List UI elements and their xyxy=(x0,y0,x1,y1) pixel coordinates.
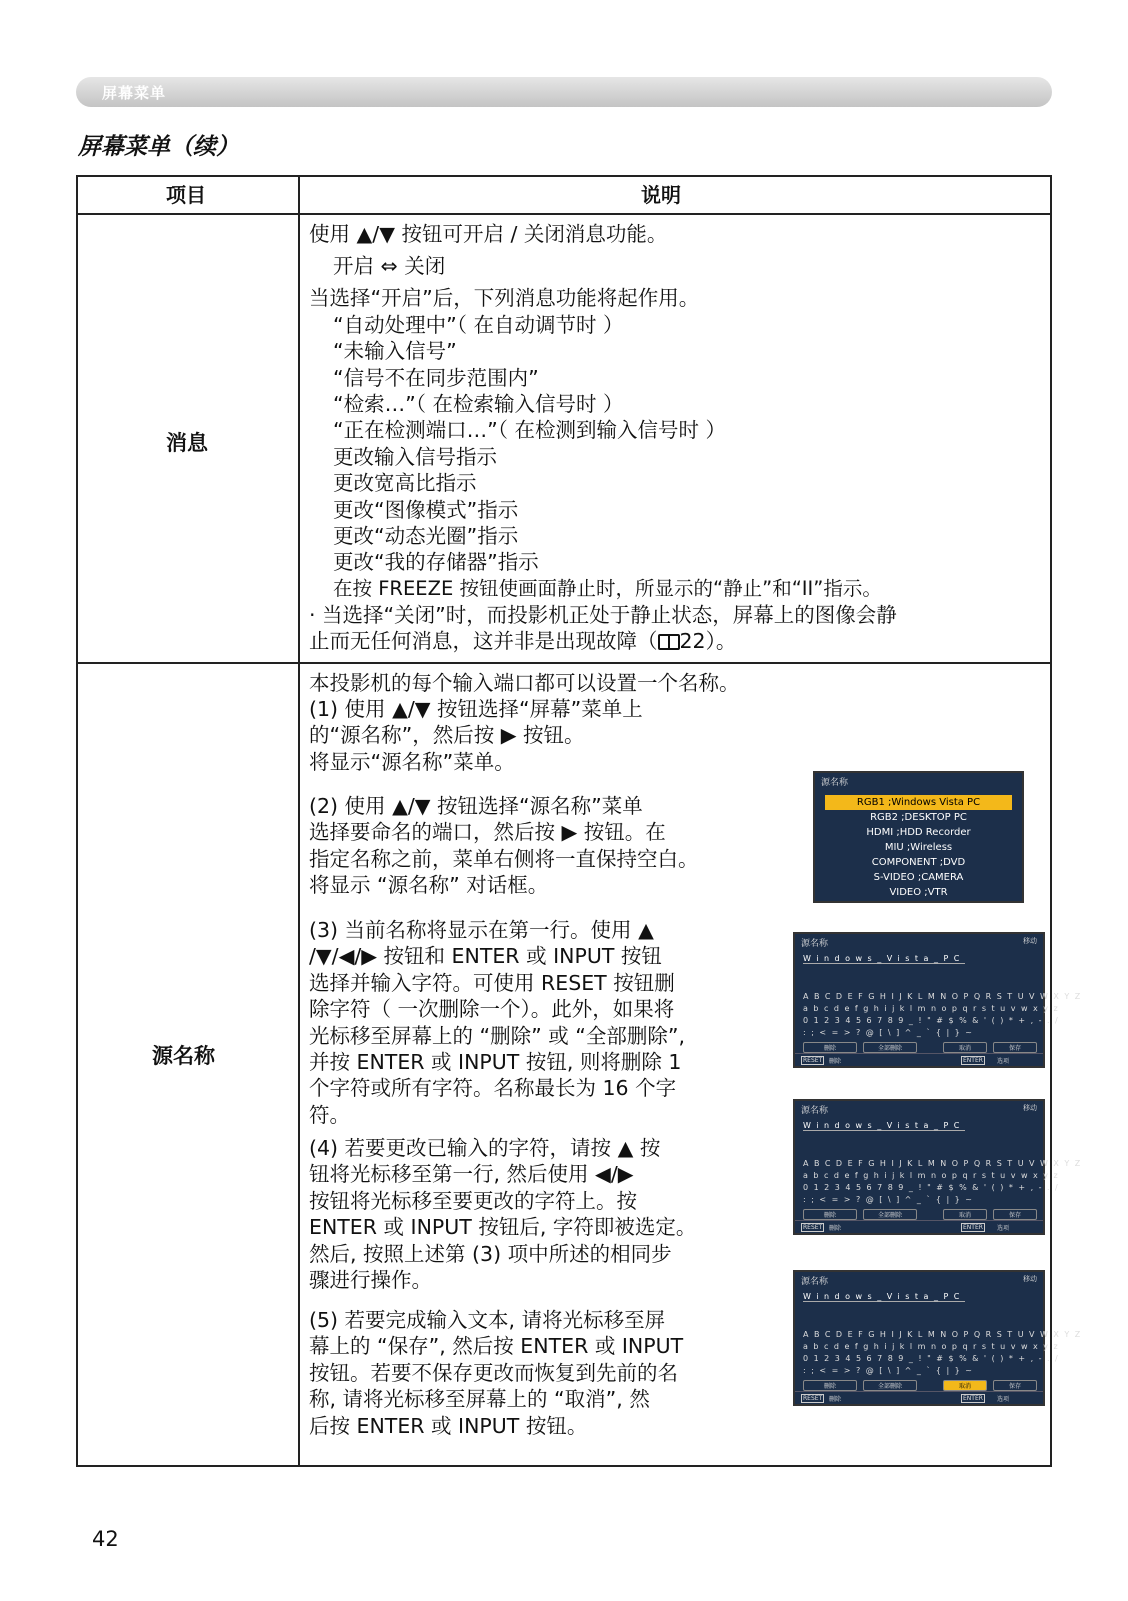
source-name-step1 xyxy=(309,696,643,775)
osd-source-name-menu xyxy=(813,771,1024,903)
desc-line: 选择要命名的端口，然后按 ▶ 按钮。在 xyxy=(309,820,666,845)
osd-footer-label: 选项 xyxy=(997,1396,1010,1403)
osd-menu-entry[interactable]: RGB2 ;DESKTOP PC xyxy=(870,812,967,823)
desc-line: 然后, 按照上述第 (3) 项中所述的相同步 xyxy=(309,1241,672,1266)
source-name-intro xyxy=(309,670,740,696)
osd-input-line[interactable]: Windows_Vista_PC xyxy=(803,954,965,963)
desc-line: 在按 FREEZE 按钮使画面静止时，所显示的“静止”和“II”指示。 xyxy=(333,576,882,600)
osd-char-row-digits[interactable]: 0123456789_!"#$%&'()*+,-./ xyxy=(803,1183,1064,1192)
osd-char-row-upper[interactable]: ABCDEFGHIJKLMNOPQRSTUVWXYZ xyxy=(803,1159,1086,1168)
osd-delete-button[interactable]: 删除 xyxy=(803,1380,857,1391)
desc-line: ENTER 或 INPUT 按钮后, 字符即被选定。 xyxy=(309,1215,697,1240)
osd-dialog-title: 源名称 xyxy=(801,939,829,949)
osd-footer-label: 删除 xyxy=(829,1225,842,1232)
osd-input-line[interactable]: Windows_Vista_PC xyxy=(803,1292,965,1301)
osd-save-button[interactable]: 保存 xyxy=(993,1209,1037,1220)
osd-char-row-upper[interactable]: ABCDEFGHIJKLMNOPQRSTUVWXYZ xyxy=(803,992,1086,1001)
osd-char-row-lower[interactable]: abcdefghijklmnopqrstuvwxyz xyxy=(803,1171,1064,1180)
message-description xyxy=(309,221,897,655)
column-divider xyxy=(298,177,300,1465)
desc-line: 当选择“开启”后，下列消息功能将起作用。 xyxy=(309,286,700,311)
section-title: 屏幕菜单（续） xyxy=(78,134,239,160)
desc-line: 按钮。若要不保存更改而恢复到先前的名 xyxy=(309,1360,678,1385)
osd-char-row-lower[interactable]: abcdefghijklmnopqrstuvwxyz xyxy=(803,1004,1064,1013)
osd-save-button[interactable]: 保存 xyxy=(993,1380,1037,1391)
osd-menu-entry[interactable]: HDMI ;HDD Recorder xyxy=(866,827,971,838)
section-header-label: 屏幕菜单 xyxy=(102,84,167,102)
osd-dialog-title: 源名称 xyxy=(801,1277,829,1287)
osd-footer-label: 选项 xyxy=(997,1225,1010,1232)
reset-key-icon: RESET xyxy=(803,1395,823,1402)
desc-line: 符。 xyxy=(309,1102,350,1127)
osd-char-row-symbols[interactable]: :;<=>?@[\]^_`{|}~ xyxy=(803,1366,978,1375)
source-name-step3 xyxy=(309,917,685,1128)
desc-line: 指定名称之前，菜单右侧将一直保持空白。 xyxy=(309,846,699,871)
source-name-step4 xyxy=(309,1135,696,1293)
item-message: 消息 xyxy=(166,431,208,455)
osd-menu-entry[interactable]: RGB1 ;Windows Vista PC xyxy=(825,795,1012,810)
osd-footer-label: 选项 xyxy=(997,1058,1010,1065)
desc-line: 更改“图像模式”指示 xyxy=(333,497,519,522)
desc-line: 幕上的 “保存”, 然后按 ENTER 或 INPUT xyxy=(309,1334,684,1359)
osd-menu-entry[interactable]: S-VIDEO ;CAMERA xyxy=(873,872,964,883)
desc-line: /▼/◀/▶ 按钮和 ENTER 或 INPUT 按钮 xyxy=(309,944,662,969)
desc-line: “自动处理中”（ 在自动调节时 ） xyxy=(333,312,624,337)
desc-line: 本投影机的每个输入端口都可以设置一个名称。 xyxy=(309,671,740,695)
osd-char-row-digits[interactable]: 0123456789_!"#$%&'()*+,-./ xyxy=(803,1354,1064,1363)
osd-delete-all-button[interactable]: 全部删除 xyxy=(863,1042,917,1053)
desc-line: “信号不在同步范围内” xyxy=(333,365,539,390)
source-name-step5 xyxy=(309,1307,683,1439)
osd-char-row-lower[interactable]: abcdefghijklmnopqrstuvwxyz xyxy=(803,1342,1064,1351)
osd-char-row-digits[interactable]: 0123456789_!"#$%&'()*+,-./ xyxy=(803,1016,1064,1025)
osd-cancel-button[interactable]: 取消 xyxy=(943,1042,987,1053)
desc-line: 除字符（ 一次删除一个）。此外，如果将 xyxy=(309,997,675,1022)
reset-key-icon: RESET xyxy=(803,1057,823,1064)
osd-name-dialog-3 xyxy=(793,1270,1086,1406)
item-source-name: 源名称 xyxy=(152,1044,215,1068)
desc-line: 止而无任何消息，这并非是出现故障（ 22）。 xyxy=(309,629,737,654)
desc-line: 更改“我的存储器”指示 xyxy=(333,550,539,575)
book-icon xyxy=(658,634,680,650)
reset-key-icon: RESET xyxy=(803,1224,823,1231)
enter-key-icon: ENTER xyxy=(963,1395,983,1402)
enter-key-icon: ENTER xyxy=(963,1057,983,1064)
row-divider xyxy=(78,662,1050,664)
osd-menu-entry[interactable]: MIU ;Wireless xyxy=(884,842,953,853)
desc-line: 将显示 “源名称” 对话框。 xyxy=(309,873,549,898)
desc-line: 按钮将光标移至要更改的字符上。按 xyxy=(309,1188,637,1213)
desc-line: 选择并输入字符。可使用 RESET 按钮删 xyxy=(309,970,675,995)
desc-line: 更改输入信号指示 xyxy=(333,444,497,469)
osd-menu-entry[interactable]: VIDEO ;VTR xyxy=(889,887,948,898)
enter-key-icon: ENTER xyxy=(963,1224,983,1231)
desc-line: (2) 使用 ▲/▼ 按钮选择“源名称”菜单 xyxy=(309,794,643,818)
desc-line: “正在检测端口…”（ 在检测到输入信号时 ） xyxy=(333,418,727,443)
osd-footer-label: 删除 xyxy=(829,1058,842,1065)
osd-menu-entry[interactable]: COMPONENT ;DVD xyxy=(871,857,966,868)
column-header-description: 说明 xyxy=(641,183,681,207)
header-row-divider xyxy=(78,213,1050,215)
desc-line: 更改“动态光圈”指示 xyxy=(333,523,519,548)
desc-line: (4) 若要更改已输入的字符，请按 ▲ 按 xyxy=(309,1136,661,1160)
osd-char-row-symbols[interactable]: :;<=>?@[\]^_`{|}~ xyxy=(803,1195,978,1204)
desc-line: (3) 当前名称将显示在第一行。使用 ▲ xyxy=(309,918,654,942)
osd-delete-all-button[interactable]: 全部删除 xyxy=(863,1380,917,1391)
page-number: 42 xyxy=(92,1527,119,1551)
osd-dialog-title: 源名称 xyxy=(801,1106,829,1116)
osd-move-hint: 移动 xyxy=(1023,937,1037,945)
desc-line: 称, 请将光标移至屏幕上的 “取消”, 然 xyxy=(309,1387,650,1412)
osd-save-button[interactable]: 保存 xyxy=(993,1042,1037,1053)
osd-cancel-button[interactable]: 取消 xyxy=(943,1209,987,1220)
osd-footer xyxy=(795,1053,1043,1066)
osd-delete-button[interactable]: 删除 xyxy=(803,1209,857,1220)
desc-line: · 当选择“关闭”时，而投影机正处于静止状态，屏幕上的图像会静 xyxy=(309,603,897,628)
desc-line: 骤进行操作。 xyxy=(309,1267,432,1292)
osd-move-hint: 移动 xyxy=(1023,1275,1037,1283)
desc-line: 开启 ⇔ 关闭 xyxy=(333,254,446,279)
osd-move-hint: 移动 xyxy=(1023,1104,1037,1112)
desc-line: 使用 ▲/▼ 按钮可开启 / 关闭消息功能。 xyxy=(309,222,668,246)
desc-line: “未输入信号” xyxy=(333,339,457,364)
osd-footer xyxy=(795,1391,1043,1404)
desc-line: 将显示“源名称”菜单。 xyxy=(309,749,515,774)
desc-line: (5) 若要完成输入文本, 请将光标移至屏 xyxy=(309,1308,666,1332)
osd-cancel-button[interactable]: 取消 xyxy=(943,1380,987,1391)
desc-line: 个字符或所有字符。名称最长为 16 个字 xyxy=(309,1076,677,1101)
osd-char-row-upper[interactable]: ABCDEFGHIJKLMNOPQRSTUVWXYZ xyxy=(803,1330,1086,1339)
section-header-bar xyxy=(76,77,1052,107)
column-header-item: 项目 xyxy=(166,183,206,207)
osd-footer-label: 删除 xyxy=(829,1396,842,1403)
osd-char-row-symbols[interactable]: :;<=>?@[\]^_`{|}~ xyxy=(803,1028,978,1037)
desc-line: 后按 ENTER 或 INPUT 按钮。 xyxy=(309,1413,588,1438)
osd-delete-button[interactable]: 删除 xyxy=(803,1042,857,1053)
osd-footer xyxy=(795,1220,1043,1233)
desc-line: 的“源名称”，然后按 ▶ 按钮。 xyxy=(309,723,585,748)
desc-line: “检索…”（ 在检索输入信号时 ） xyxy=(333,391,624,416)
osd-input-line[interactable]: Windows_Vista_PC xyxy=(803,1121,965,1130)
desc-line: 钮将光标移至第一行, 然后使用 ◀/▶ xyxy=(309,1162,634,1187)
osd-name-dialog-2 xyxy=(793,1099,1086,1235)
desc-line: 光标移至屏幕上的 “删除” 或 “全部删除”, xyxy=(309,1023,686,1048)
osd-delete-all-button[interactable]: 全部删除 xyxy=(863,1209,917,1220)
desc-line: 更改宽高比指示 xyxy=(333,471,477,496)
source-name-step2 xyxy=(309,793,699,899)
osd-menu-title: 源名称 xyxy=(821,778,849,788)
osd-name-dialog-1 xyxy=(793,932,1086,1068)
desc-line: 并按 ENTER 或 INPUT 按钮, 则将删除 1 xyxy=(309,1049,682,1074)
desc-line: (1) 使用 ▲/▼ 按钮选择“屏幕”菜单上 xyxy=(309,697,643,721)
